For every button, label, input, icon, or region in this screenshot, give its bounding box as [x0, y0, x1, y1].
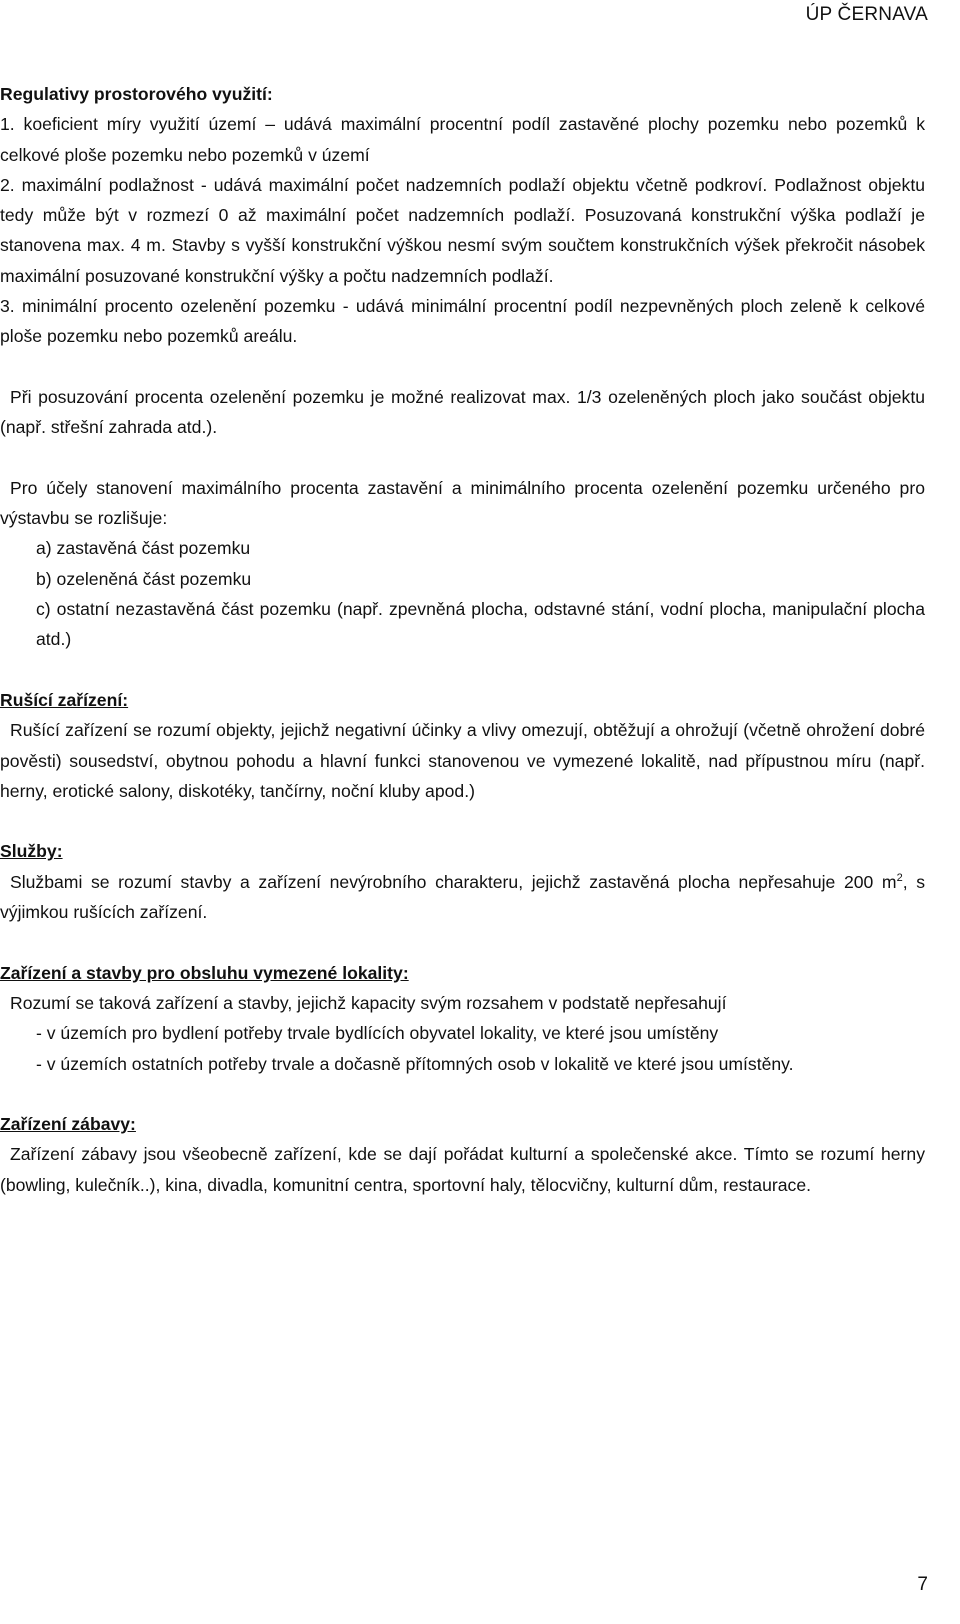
regulativy-rozlisuje: Pro účely stanovení maximálního procenta zastavění a minimálního procenta ozelenění pozemku určeného pro výstavbu se rozlišuje:: [0, 477, 925, 529]
list-item-c: c) ostatní nezastavěná část pozemku (např. zpevněná plocha, odstavné stání, vodní plocha, manipulační plocha atd.): [36, 599, 925, 650]
document-body: [0, 79, 925, 1200]
zabava-text: Zařízení zábavy jsou všeobecně zařízení, kde se dají pořádat kulturní a společenské akce. Tímto se rozumí herny (bowling, kulečník..), kina, divadla, komunitní centra, sportovní haly, tělocvičny, kulturní dům, restaurace.: [0, 1144, 925, 1195]
rusici-heading: Rušící zařízení:: [0, 689, 129, 710]
spacer: [0, 352, 925, 382]
spacer: [0, 655, 925, 685]
zabava-heading: Zařízení zábavy:: [0, 1114, 136, 1135]
obsluha-text: Rozumí se taková zařízení a stavby, jejichž kapacity svým rozsahem v podstatě nepřesahují: [10, 992, 727, 1013]
sluzby-superscript: 2: [896, 871, 903, 884]
sluzby-heading: Služby:: [0, 841, 63, 862]
regulativy-item-1: 1. koeficient míry využití území – udává maximální procentní podíl zastavěné plochy pozemku nebo pozemků k celkové ploše pozemku nebo pozemků v území: [0, 114, 925, 165]
document-header: ÚP ČERNAVA: [805, 4, 928, 25]
sluzby-text: [0, 867, 925, 928]
spacer: [0, 927, 925, 957]
rusici-text: Rušící zařízení se rozumí objekty, jejichž negativní účinky a vlivy omezují, obtěžují a ohrožují (včetně ohrožení dobré pověsti) sousedství, obytnou pohodu a hlavní funkci stanovenou ve vymezené lokalitě, nad přípustnou míru (např. herny, erotické salony, diskotéky, tančírny, noční kluby apod.): [0, 720, 925, 801]
obsluha-dash-2: - v územích ostatních potřeby trvale a dočasně přítomných osob v lokalitě ve které jsou umístěny.: [36, 1053, 794, 1074]
spacer: [0, 1079, 925, 1109]
regulativy-item-2: 2. maximální podlažnost - udává maximální počet nadzemních podlaží objektu včetně podkroví. Podlažnost objektu tedy může být v rozmezí 0 až maximální počet nadzemních podlaží. Posuzovaná konstrukční výška podlaží je stanovena max. 4 m. Stavby s vyšší konstrukční výškou nesmí svým součtem konstrukčních výšek překročit násobek maximální posuzované konstrukční výšky a počtu nadzemních podlaží.: [0, 174, 925, 286]
regulativy-heading: Regulativy prostorového využití:: [0, 84, 273, 104]
regulativy-item-3: 3. minimální procento ozelenění pozemku - udává minimální procentní podíl nezpevněných ploch zeleně k celkové ploše pozemku nebo pozemků areálu.: [0, 296, 925, 347]
spacer: [0, 806, 925, 836]
regulativy-note: Při posuzování procenta ozelenění pozemku je možné realizovat max. 1/3 ozeleněných ploch jako součást objektu (např. střešní zahrada atd.).: [0, 386, 925, 438]
list-item-a: a) zastavěná část pozemku: [36, 538, 251, 559]
obsluha-heading: Zařízení a stavby pro obsluhu vymezené lokality:: [0, 962, 409, 983]
obsluha-dash-1: - v územích pro bydlení potřeby trvale bydlících obyvatel lokality, ve které jsou umístěny: [36, 1023, 719, 1044]
list-item-b: b) ozeleněná část pozemku: [36, 568, 252, 589]
sluzby-text-before: Službami se rozumí stavby a zařízení nevýrobního charakteru, jejichž zastavěná plocha nepřesahuje 200 m: [10, 871, 897, 892]
spacer: [0, 443, 925, 473]
sluzby-text-after: , s výjimkou rušících zařízení.: [0, 871, 926, 923]
page-number: 7: [917, 1574, 928, 1595]
